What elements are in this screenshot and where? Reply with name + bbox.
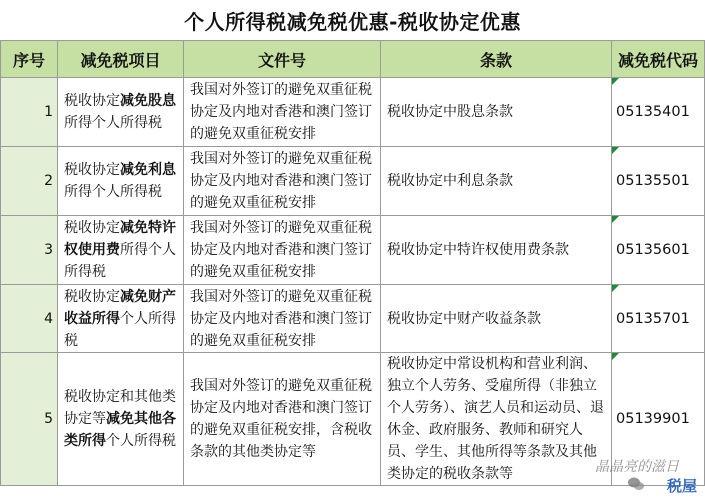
row-doc: 我国对外签订的避免双重征税协定及内地对香港和澳门签订的避免双重征税安排 [184,78,381,147]
item-bold: 减免利息 [120,162,176,178]
code-text: 05135701 [616,310,690,327]
row-index: 5 [1,353,58,486]
row-index: 2 [1,147,58,216]
code-text: 05135401 [616,104,690,120]
watermark-brand: 税屋 [666,477,697,495]
item-text: 所得个人所得税 [64,115,162,131]
row-doc: 我国对外签订的避免双重征税协定及内地对香港和澳门签订的避免双重征税安排 [184,147,381,216]
item-bold: 减免其他各类所得 [64,411,176,449]
header-row [1,41,705,78]
code-text: 05135501 [616,173,690,189]
row-clause: 税收协定中特许权使用费条款 [381,216,612,285]
row-clause: 税收协定中常设机构和营业利润、独立个人劳务、受雇所得（非独立个人劳务）、演艺人员和运动员、退休金、政府服务、教师和研究人员、学生、其他所得等条款及其他类协定的税收条款等 [381,353,612,486]
code-text: 05139901 [616,411,690,427]
item-text: 个人所得税 [64,310,176,349]
item-text: 所得个人所得税 [64,184,162,200]
row-code [612,216,705,285]
item-text: 税收协定和其他类协定等 [64,389,176,427]
table-row [1,285,705,353]
row-item [58,78,184,147]
header-doc: 文件号 [184,41,381,78]
row-doc: 我国对外签订的避免双重征税协定及内地对香港和澳门签订的避免双重征税安排，含税收条款的其他类协定等 [184,353,381,486]
row-code [612,285,705,353]
row-code [612,78,705,147]
row-index: 4 [1,285,58,353]
watermark [527,456,697,496]
row-item [58,216,184,285]
table-row [1,216,705,285]
row-index: 1 [1,78,58,147]
item-text: 税收协定 [64,93,120,109]
comment-marker [612,147,619,154]
item-bold: 减免特许权使用费 [64,220,176,258]
comment-marker [612,285,619,292]
row-clause: 税收协定中财产收益条款 [381,285,612,353]
item-text: 税收协定 [64,288,120,305]
row-item [58,285,184,353]
row-index: 3 [1,216,58,285]
row-item [58,147,184,216]
table-row [1,147,705,216]
tax-relief-table [0,40,705,486]
comment-marker [612,78,619,85]
item-text: 个人所得税 [106,433,176,449]
row-item [58,353,184,486]
header-code: 减免税代码 [612,41,705,78]
table-row [1,78,705,147]
header-index: 序号 [1,41,58,78]
code-text: 05135601 [616,242,690,258]
row-doc: 我国对外签订的避免双重征税协定及内地对香港和澳门签订的避免双重征税安排 [184,216,381,285]
row-doc: 我国对外签订的避免双重征税协定及内地对香港和澳门签订的避免双重征税安排 [184,285,381,353]
header-clause: 条款 [381,41,612,78]
item-bold: 减免财产收益所得 [64,288,176,327]
item-text: 税收协定 [64,162,120,178]
comment-marker [612,353,619,360]
watermark-text: 晶晶亮的滋日 [595,459,679,475]
item-text: 所得个人所得税 [64,242,176,280]
page-title: 个人所得税减免税优惠-税收协定优惠 [184,9,521,34]
item-bold: 减免股息 [120,93,176,109]
row-clause: 税收协定中股息条款 [381,78,612,147]
item-text: 税收协定 [64,220,120,236]
row-code [612,147,705,216]
comment-marker [612,216,619,223]
wechat-icon [627,476,645,496]
header-item: 减免税项目 [58,41,184,78]
row-clause: 税收协定中利息条款 [381,147,612,216]
